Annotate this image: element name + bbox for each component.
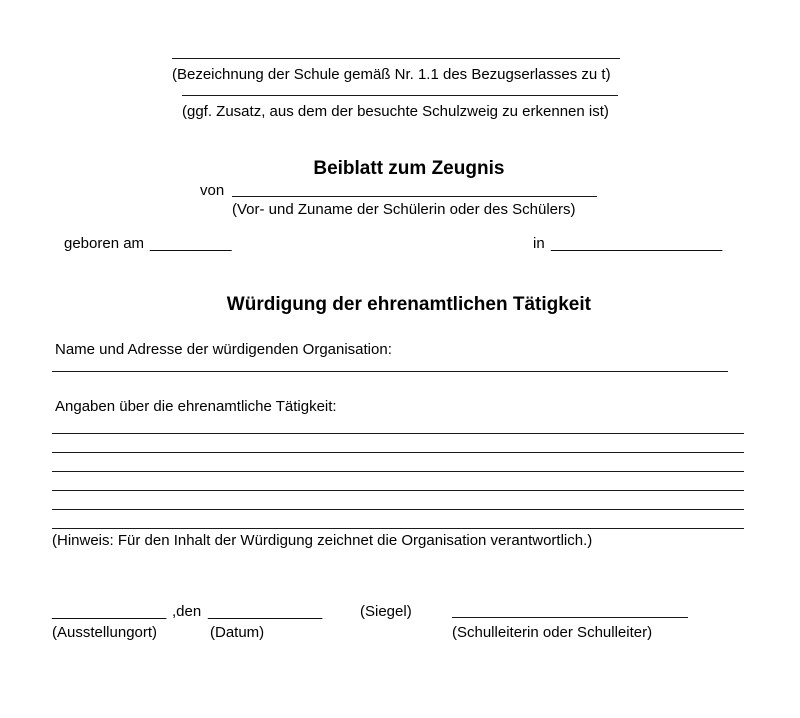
birthplace-blank[interactable]: _____________________ <box>551 235 722 252</box>
issue-date-blank[interactable]: ______________ <box>208 603 322 620</box>
school-designation-caption: (Bezeichnung der Schule gemäß Nr. 1.1 des Bezugserlasses zu t) <box>172 66 611 83</box>
seal-label: (Siegel) <box>360 603 412 620</box>
signatory-caption: (Schulleiterin oder Schulleiter) <box>452 624 653 641</box>
activity-label: Angaben über die ehrenamtliche Tätigkeit: <box>55 398 337 415</box>
activity-blank-line[interactable] <box>52 509 744 510</box>
school-branch-rule <box>182 95 618 96</box>
issue-place-blank[interactable]: ______________ <box>52 603 166 620</box>
von-label: von <box>200 182 225 199</box>
responsibility-note: (Hinweis: Für den Inhalt der Würdigung zeichnet die Organisation verantwortlich.) <box>52 532 593 549</box>
page-title: Beiblatt zum Zeugnis <box>313 158 505 179</box>
section-title: Würdigung der ehrenamtlichen Tätigkeit <box>226 294 591 315</box>
school-designation-rule <box>172 58 620 59</box>
signatory-rule[interactable] <box>452 617 688 618</box>
student-name-caption: (Vor- und Zuname der Schülerin oder des Schülers) <box>232 201 576 218</box>
birthplace-label: in <box>533 235 545 252</box>
organisation-input-rule[interactable] <box>52 371 728 372</box>
issue-date-caption: (Datum) <box>210 624 265 641</box>
activity-blank-line[interactable] <box>52 490 744 491</box>
school-branch-caption: (ggf. Zusatz, aus dem der besuchte Schulzweig zu erkennen ist) <box>182 103 609 120</box>
activity-blank-line[interactable] <box>52 433 744 434</box>
issue-place-caption: (Ausstellungort) <box>52 624 158 641</box>
section-title-row <box>0 277 800 333</box>
born-label: geboren am <box>64 235 145 252</box>
document-title-row <box>0 141 800 197</box>
born-date-blank[interactable]: __________ <box>150 235 232 252</box>
activity-blank-line[interactable] <box>52 452 744 453</box>
activity-blank-line[interactable] <box>52 471 744 472</box>
student-name-rule <box>232 196 597 197</box>
activity-blank-line[interactable] <box>52 528 744 529</box>
den-label: ,den <box>172 603 202 620</box>
organisation-label: Name und Adresse der würdigenden Organisation: <box>55 341 392 358</box>
